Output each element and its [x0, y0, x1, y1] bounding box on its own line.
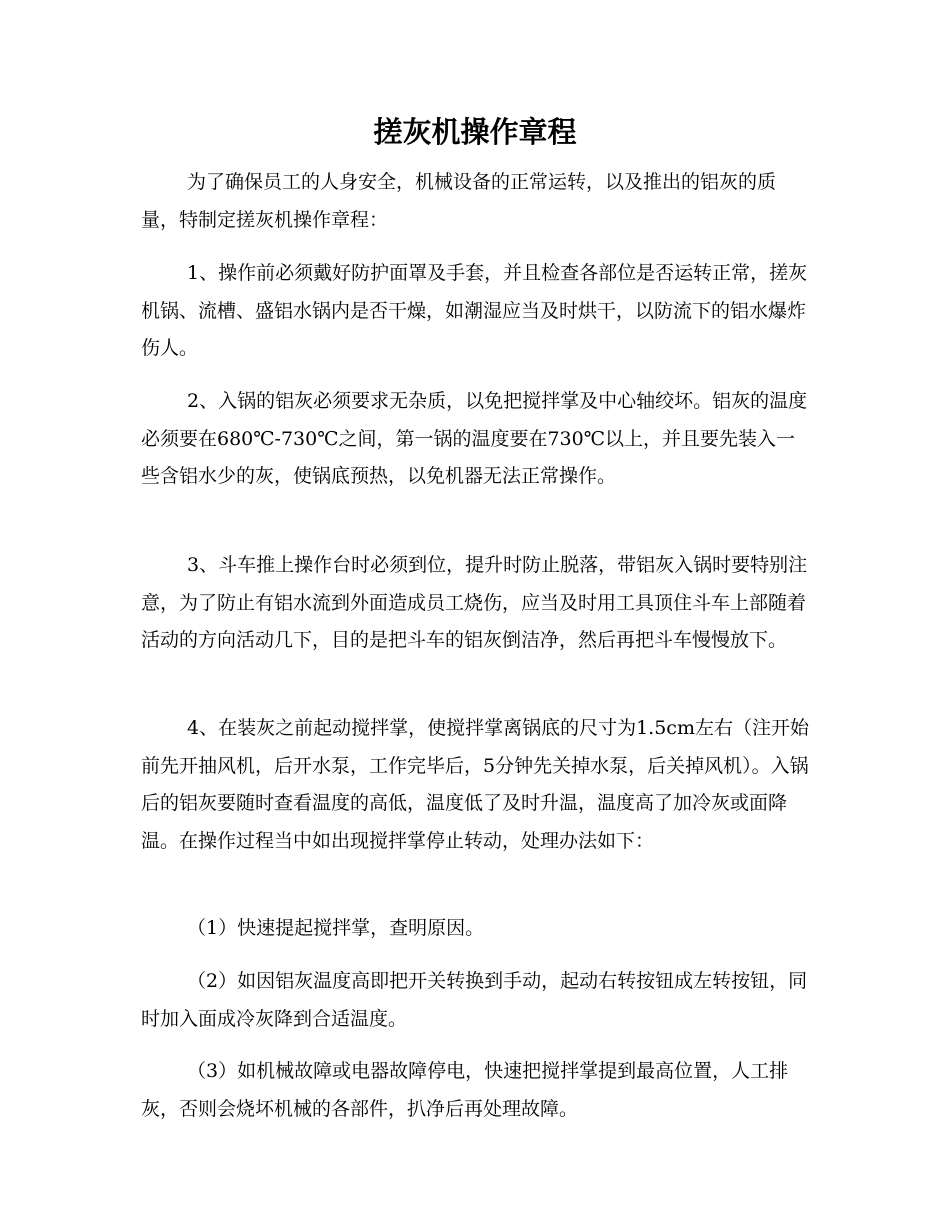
sub-step-1-paragraph: （1）快速提起搅拌掌，查明原因。 — [187, 917, 485, 939]
document-title: 搓灰机操作章程 — [373, 115, 577, 149]
sub-step-2-paragraph: （2）如因铝灰温度高即把开关转换到手动，起动右转按钮成左转按钮，同时加入面成冷灰降到合适温度。 — [141, 970, 808, 1030]
rule-2-paragraph: 2、入锅的铝灰必须要求无杂质，以免把搅拌掌及中心轴绞坏。铝灰的温度必须要在680℃-730℃之间，第一锅的温度要在730℃以上，并且要先装入一些含铝水少的灰，使锅底预热，以免机器无法正常操作。 — [141, 390, 808, 487]
rule-3-paragraph: 3、斗车推上操作台时必须到位，提升时防止脱落，带铝灰入锅时要特别注意，为了防止有铝水流到外面造成员工烧伤，应当及时用工具顶住斗车上部随着活动的方向活动几下，目的是把斗车的铝灰倒洁净，然后再把斗车慢慢放下。 — [141, 554, 808, 651]
intro-paragraph: 为了确保员工的人身安全，机械设备的正常运转，以及推出的铝灰的质量，特制定搓灰机操作章程： — [141, 171, 777, 231]
sub-step-3-paragraph: （3）如机械故障或电器故障停电，快速把搅拌掌提到最高位置，人工排灰，否则会烧坏机械的各部件，扒净后再处理故障。 — [141, 1060, 789, 1120]
rule-4-paragraph: 4、在装灰之前起动搅拌掌，使搅拌掌离锅底的尺寸为1.5cm左右（注开始前先开抽风机，后开水泵，工作完毕后，5分钟先关掉水泵，后关掉风机）。入锅后的铝灰要随时查看温度的高低，温度低了及时升温，温度高了加冷灰或面降温。在操作过程当中如出现搅拌掌停止转动，处理办法如下： — [141, 717, 809, 852]
rule-1-paragraph: 1、操作前必须戴好防护面罩及手套，并且检查各部位是否运转正常，搓灰机锅、流槽、盛铝水锅内是否干燥，如潮湿应当及时烘干，以防流下的铝水爆炸伤人。 — [141, 262, 808, 359]
